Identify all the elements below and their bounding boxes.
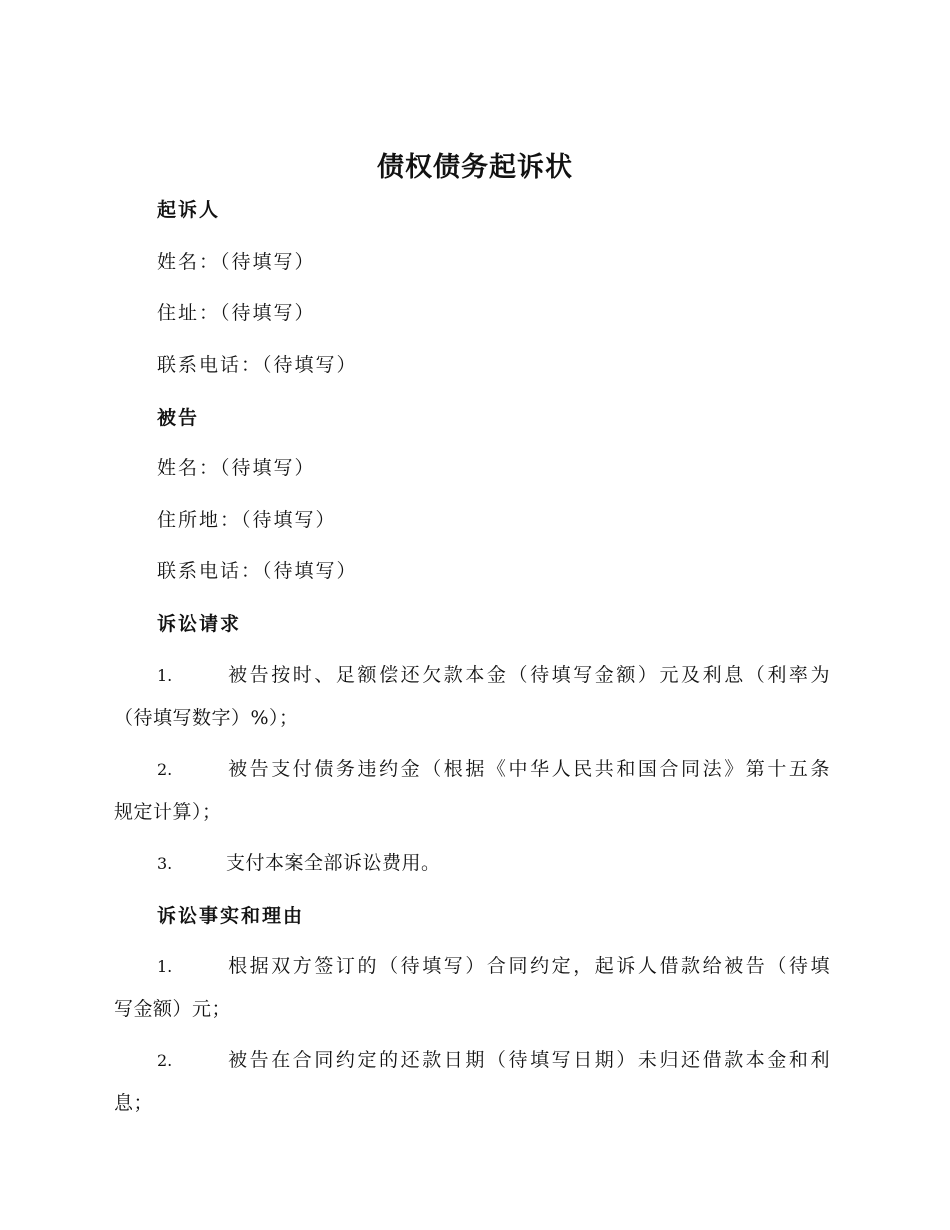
claim-item-2 [114,748,830,834]
claim-number: 1. [157,666,173,685]
fact-text-line2: 写金额）元； [114,998,232,1020]
facts-heading: 诉讼事实和理由 [157,905,305,927]
defendant-heading: 被告 [157,407,200,429]
claim-number: 3. [157,854,173,873]
claim-text-line2: 规定计算）； [114,801,222,823]
claim-item-1 [114,654,830,740]
claim-number: 2. [157,760,173,779]
fact-item-1 [114,945,830,1031]
fact-text-line1: 被告在合同约定的还款日期（待填写日期）未归还借款本金和利 [226,1049,830,1071]
claim-text-line1: 被告按时、足额偿还欠款本金（待填写金额）元及利息（利率为 [226,664,830,686]
claim-text-line2: （待填写数字）%）； [114,707,299,729]
document-title: 债权债务起诉状 [377,152,573,183]
claim-item-3 [114,842,830,885]
defendant-phone: 联系电话：（待填写） [157,560,358,582]
claims-heading: 诉讼请求 [157,613,242,635]
defendant-name: 姓名：（待填写） [157,457,316,479]
claim-text-line1: 被告支付债务违约金（根据《中华人民共和国合同法》第十五条 [226,758,830,780]
claim-text-line1: 支付本案全部诉讼费用。 [226,852,441,874]
fact-text-line1: 根据双方签订的（待填写）合同约定，起诉人借款给被告（待填 [226,955,830,977]
defendant-address: 住所地：（待填写） [157,509,337,531]
plaintiff-name: 姓名：（待填写） [157,251,316,273]
plaintiff-address: 住址：（待填写） [157,302,316,324]
fact-text-line2: 息； [114,1092,154,1114]
fact-item-2 [114,1039,830,1125]
plaintiff-heading: 起诉人 [157,199,221,221]
plaintiff-phone: 联系电话：（待填写） [157,354,358,376]
fact-number: 1. [157,957,173,976]
fact-number: 2. [157,1051,173,1070]
